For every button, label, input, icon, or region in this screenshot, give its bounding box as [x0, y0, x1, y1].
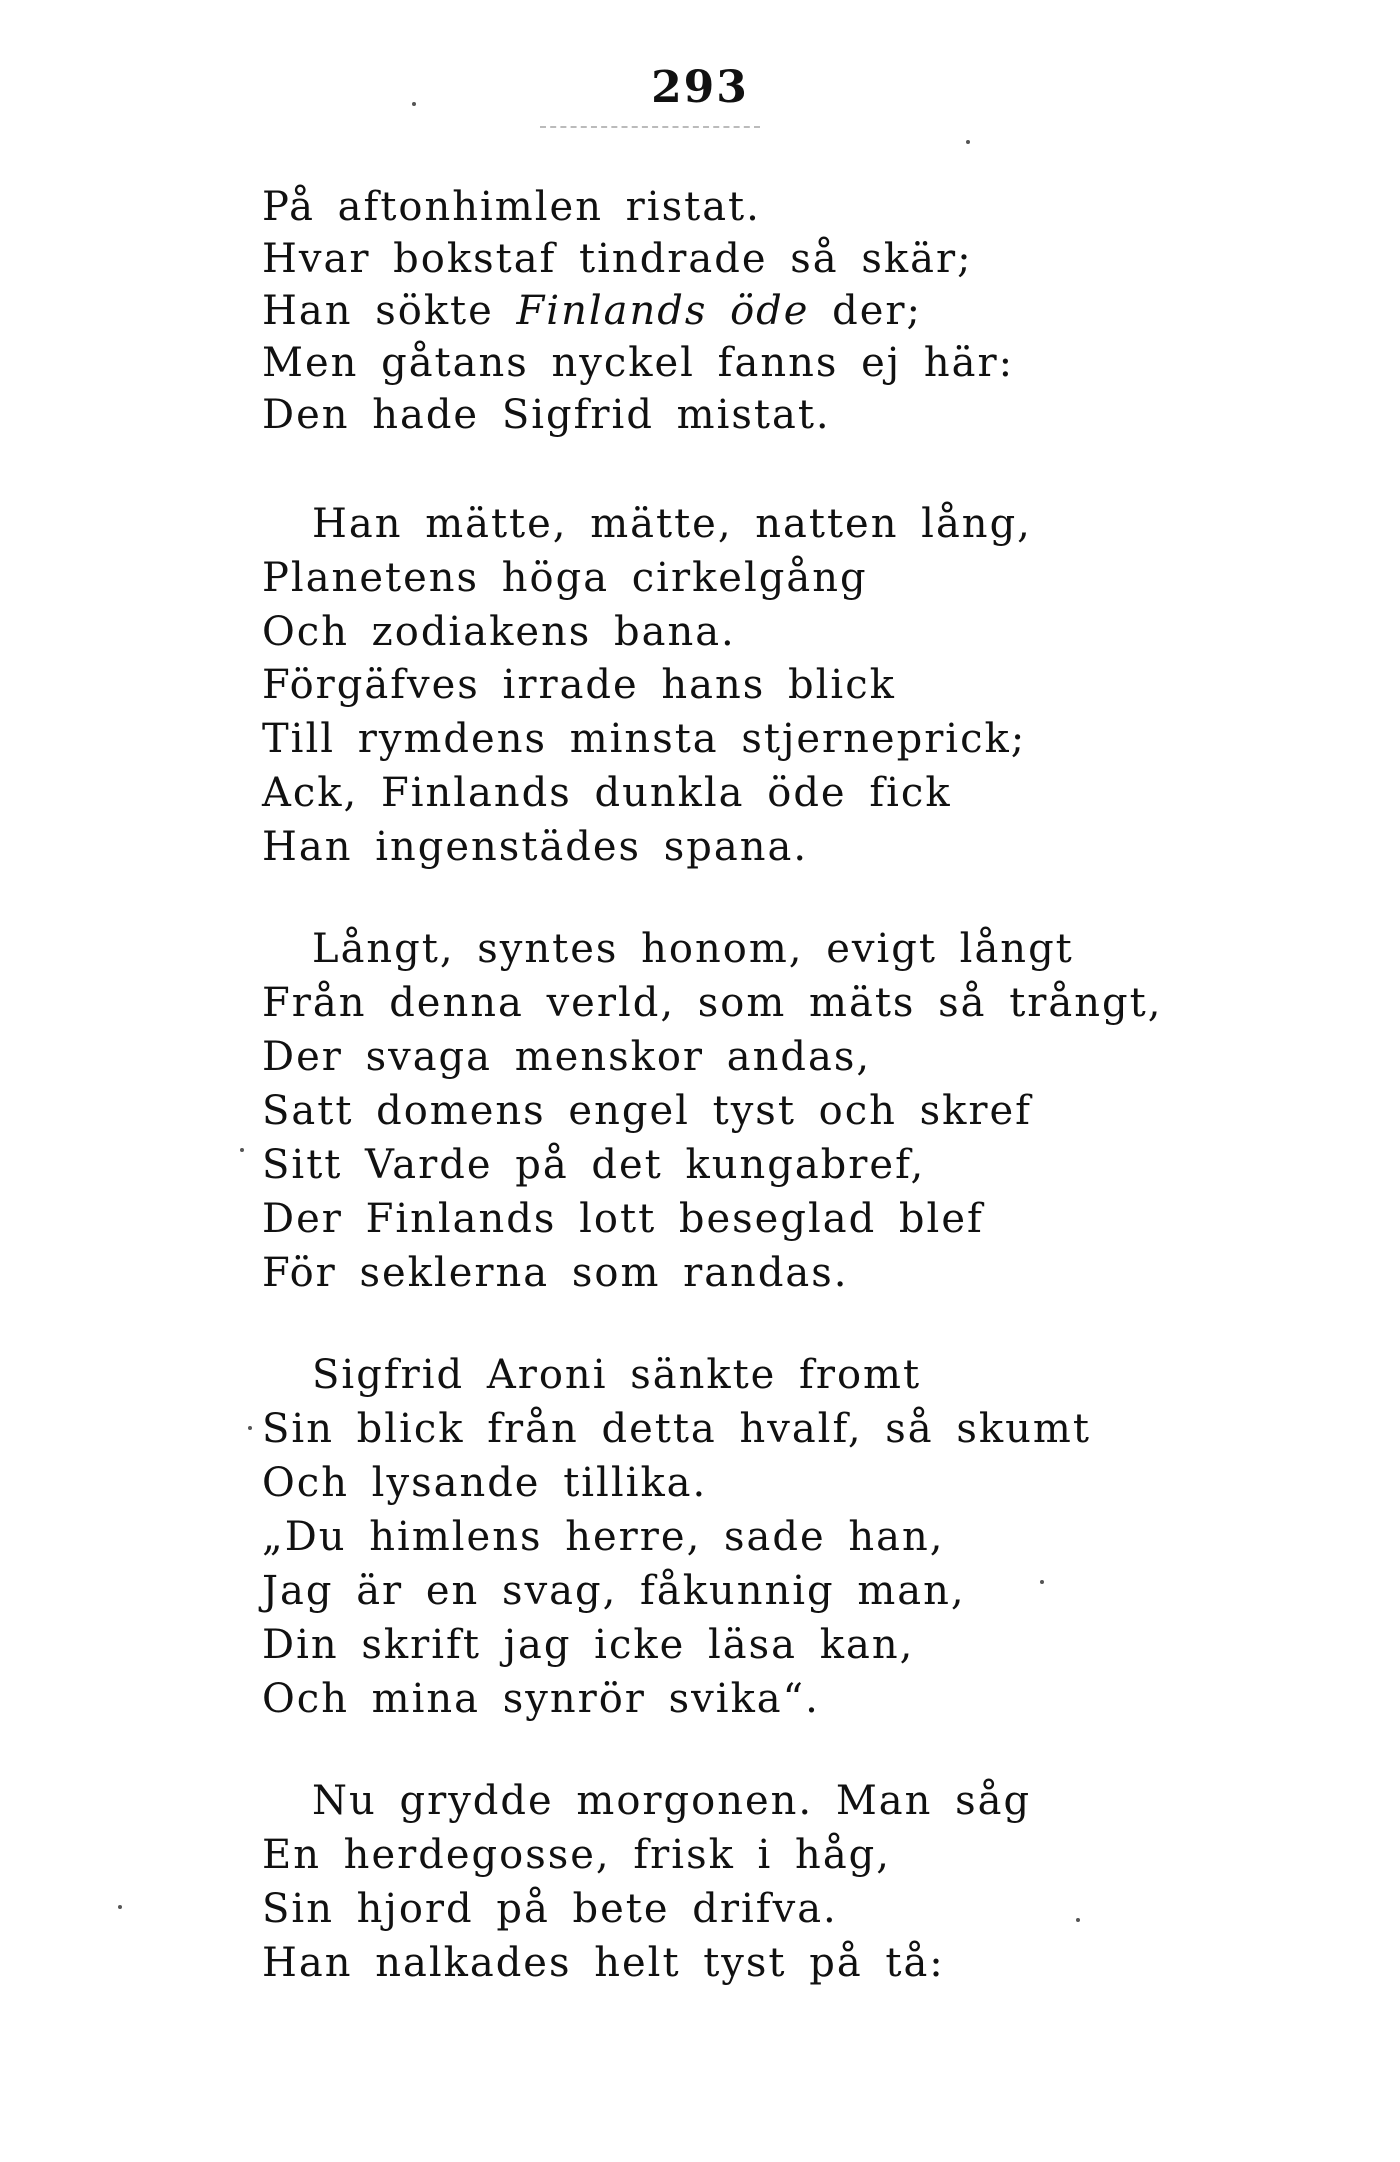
poem-line: Hvar bokstaf tindrade så skär; [262, 236, 973, 282]
poem-line: En herdegosse, frisk i håg, [262, 1832, 891, 1878]
scan-speck [412, 102, 416, 106]
poem-line: Nu grydde morgonen. Man såg [312, 1778, 1032, 1824]
scan-speck [1076, 1918, 1080, 1922]
poem-line: Förgäfves irrade hans blick [262, 662, 896, 708]
scan-speck [1040, 1580, 1044, 1584]
poem-line: Långt, syntes honom, evigt långt [312, 926, 1074, 972]
poem-line: Din skrift jag icke läsa kan, [262, 1622, 915, 1668]
poem-line: Sigfrid Aroni sänkte fromt [312, 1352, 922, 1398]
poem-line: Ack, Finlands dunkla öde fick [262, 770, 952, 816]
poem-line: „Du himlens herre, sade han, [262, 1514, 945, 1560]
poem-line: Han ingenstädes spana. [262, 824, 809, 870]
poem-line: Från denna verld, som mäts så trångt, [262, 980, 1163, 1026]
poem-line-end: der; [809, 288, 923, 334]
poem-line: Jag är en svag, fåkunnig man, [262, 1568, 966, 1614]
scan-speck [248, 1426, 252, 1430]
poem-line: Satt domens engel tyst och skref [262, 1088, 1032, 1134]
poem-line: Den hade Sigfrid mistat. [262, 392, 831, 438]
poem-line [262, 284, 922, 338]
header-rule [540, 126, 760, 128]
poem-line: Der Finlands lott beseglad blef [262, 1196, 984, 1242]
poem-line: Till rymdens minsta stjerneprick; [262, 716, 1027, 762]
poem-line: Sin hjord på bete drifva. [262, 1886, 838, 1932]
poem-line: Sin blick från detta hvalf, så skumt [262, 1406, 1091, 1452]
scan-speck [240, 1148, 244, 1152]
poem-line-start: Han sökte [262, 288, 517, 334]
poem-line: Han mätte, mätte, natten lång, [312, 501, 1032, 547]
poem-line: På aftonhimlen ristat. [262, 184, 761, 230]
poem-line-emphasis: Finlands öde [516, 288, 810, 334]
poem-line: Och mina synrör svika“. [262, 1676, 820, 1722]
poem-line: Och zodiakens bana. [262, 609, 736, 655]
scan-speck [118, 1905, 122, 1909]
poem-line: Planetens höga cirkelgång [262, 555, 868, 601]
poem-line: För seklerna som randas. [262, 1250, 849, 1296]
page-number: 293 [651, 62, 749, 113]
poem-line: Han nalkades helt tyst på tå: [262, 1940, 945, 1986]
poem-line: Och lysande tillika. [262, 1460, 708, 1506]
poem-line: Men gåtans nyckel fanns ej här: [262, 340, 1015, 386]
poem-line: Sitt Varde på det kungabref, [262, 1142, 926, 1188]
scan-speck [966, 140, 970, 144]
poem-line: Der svaga menskor andas, [262, 1034, 872, 1080]
